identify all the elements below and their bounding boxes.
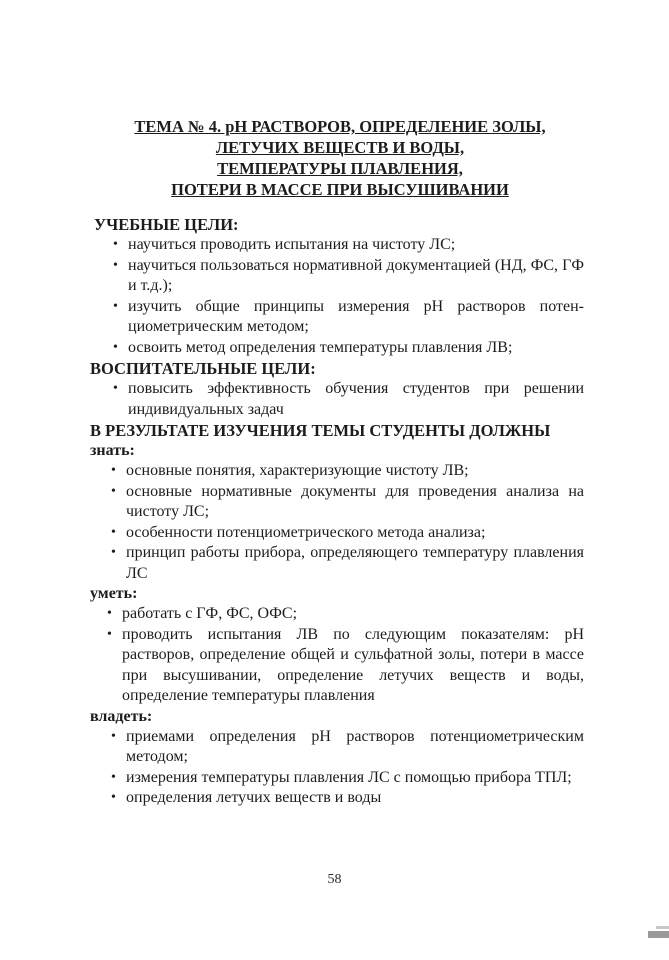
list-item (111, 523, 584, 544)
educational-goals-heading: УЧЕБНЫЕ ЦЕЛИ: (94, 215, 239, 234)
list-item (111, 727, 584, 768)
list-item (111, 543, 584, 584)
list-item-text: особенности потенциометрического метода анализа; (126, 523, 486, 541)
list-item-text: научиться пользоваться нормативной документацией (НД, ФС, ГФ и т.д.); (128, 256, 584, 294)
bullet-icon: • (113, 339, 118, 355)
list-item (111, 788, 584, 809)
bullet-icon: • (111, 769, 116, 785)
bullet-icon: • (113, 298, 118, 314)
page-number: 58 (327, 872, 342, 887)
bullet-icon: • (107, 606, 112, 621)
topic-title (90, 116, 590, 200)
title-line: ТЕМА № 4. рН РАСТВОРОВ, ОПРЕДЕЛЕНИЕ ЗОЛЫ, (134, 117, 546, 136)
upbringing-goals-list (90, 379, 584, 420)
bullet-icon: • (107, 626, 112, 642)
list-item-text: освоить метод определения температуры плавления ЛВ; (128, 338, 513, 356)
bullet-icon: • (113, 257, 118, 273)
list-item (111, 482, 584, 523)
know-list (90, 461, 584, 584)
bullet-icon: • (111, 545, 116, 560)
bullet-icon: • (113, 237, 118, 252)
bullet-icon: • (111, 728, 116, 744)
document-body (90, 214, 584, 809)
title-line: ТЕМПЕРАТУРЫ ПЛАВЛЕНИЯ, (217, 159, 463, 178)
bullet-icon: • (111, 790, 116, 805)
list-item-text: изучить общие принципы измерения рН растворов потенциометрическим методом; (128, 297, 584, 335)
list-item (113, 297, 584, 338)
list-item-text: измерения температуры плавления ЛС с помощью прибора ТПЛ; (126, 768, 572, 786)
bullet-icon: • (111, 463, 116, 478)
title-line: ЛЕТУЧИХ ВЕЩЕСТВ И ВОДЫ, (215, 138, 465, 157)
master-list (90, 727, 584, 809)
list-item-text: основные нормативные документы для проведения анализа на чистоту ЛС; (126, 482, 584, 520)
list-item (107, 625, 584, 707)
list-item-text: принцип работы прибора, определяющего температуру плавления ЛС (126, 544, 584, 582)
results-heading: В РЕЗУЛЬТАТЕ ИЗУЧЕНИЯ ТЕМЫ СТУДЕНТЫ ДОЛЖНЫ (90, 421, 551, 440)
list-item (113, 235, 584, 256)
list-item-text: повысить эффективность обучения студентов при решении индивидуальных задач (128, 380, 584, 418)
list-item-text: определения летучих веществ и воды (126, 789, 382, 806)
scan-artifact (648, 931, 669, 938)
bullet-icon: • (111, 524, 116, 540)
bullet-icon: • (111, 483, 116, 499)
bullet-icon: • (113, 381, 118, 396)
list-item (111, 768, 584, 789)
list-item (107, 604, 584, 625)
be-able-list (90, 604, 584, 707)
list-item (111, 461, 584, 482)
list-item-text: приемами определения рН растворов потенциометрическим методом; (126, 727, 584, 765)
upbringing-goals-heading: ВОСПИТАТЕЛЬНЫЕ ЦЕЛИ: (90, 359, 316, 378)
list-item (113, 338, 584, 359)
list-item-text: работать с ГФ, ФС, ОФС; (122, 605, 298, 622)
master-label: владеть: (90, 707, 153, 725)
list-item (113, 256, 584, 297)
list-item (113, 379, 584, 420)
be-able-label: уметь: (90, 585, 138, 602)
title-line: ПОТЕРИ В МАССЕ ПРИ ВЫСУШИВАНИИ (171, 180, 509, 199)
scan-artifact (656, 926, 669, 929)
list-item-text: научиться проводить испытания на чистоту ЛС; (128, 236, 456, 253)
list-item-text: основные понятия, характеризующие чистоту ЛВ; (126, 462, 469, 479)
educational-goals-list (90, 235, 584, 358)
know-label: знать: (90, 442, 135, 459)
list-item-text: проводить испытания ЛВ по следующим показателям: рН растворов, определение общей и сульфатной золы, потери в массе при высушивании, определение летучих веществ и воды, определение температуры плавления (122, 625, 584, 704)
